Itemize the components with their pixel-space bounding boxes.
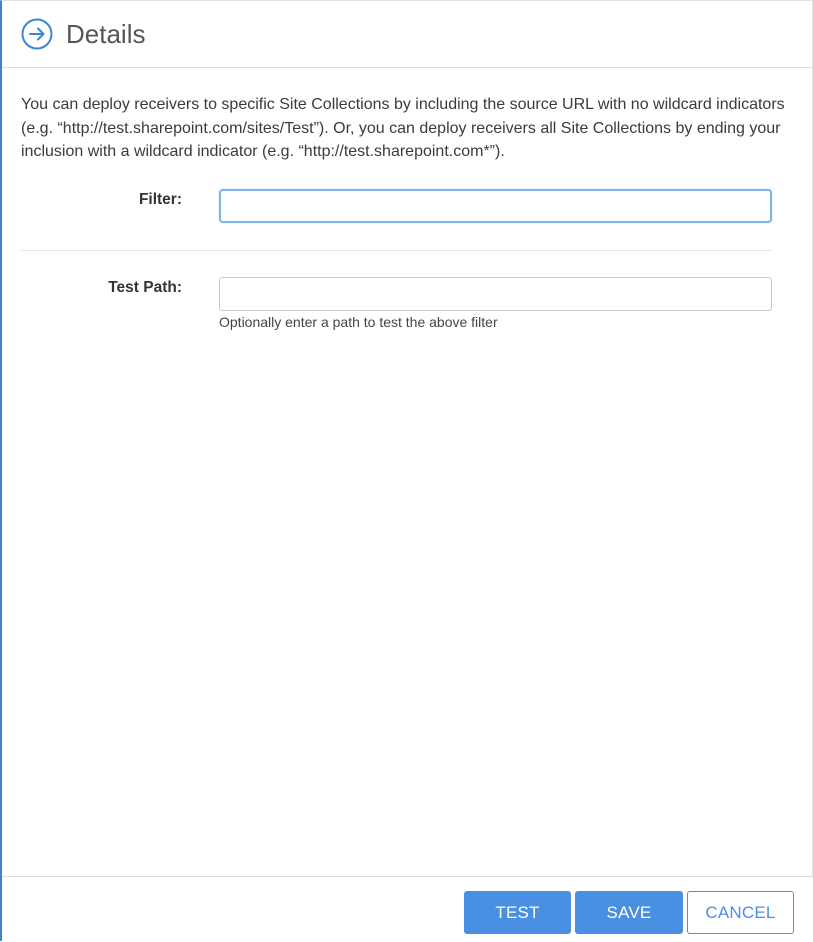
test-path-help-text: Optionally enter a path to test the above filter [219,314,498,330]
cancel-button[interactable]: CANCEL [687,891,794,934]
arrow-right-circle-icon [21,18,53,50]
description-text: You can deploy receivers to specific Site Collections by including the source URL with no wildcard indicators (e.g. “http://test.sharepoint.com/sites/Test”). Or, you can deploy receivers all Site Collections by ending your inclusion with a wildcard indicator (e.g. “http://test.sharepoint.com*”). [21,96,785,160]
form-divider [21,250,772,251]
filter-input[interactable] [219,189,772,223]
test-button[interactable]: TEST [464,891,571,934]
panel-header [2,1,813,68]
filter-label: Filter: [138,191,182,208]
test-path-label: Test Path: [108,279,182,296]
save-button[interactable]: SAVE [575,891,683,934]
panel-footer [2,876,813,942]
test-path-input[interactable] [219,277,772,311]
page-title: Details [66,19,146,49]
